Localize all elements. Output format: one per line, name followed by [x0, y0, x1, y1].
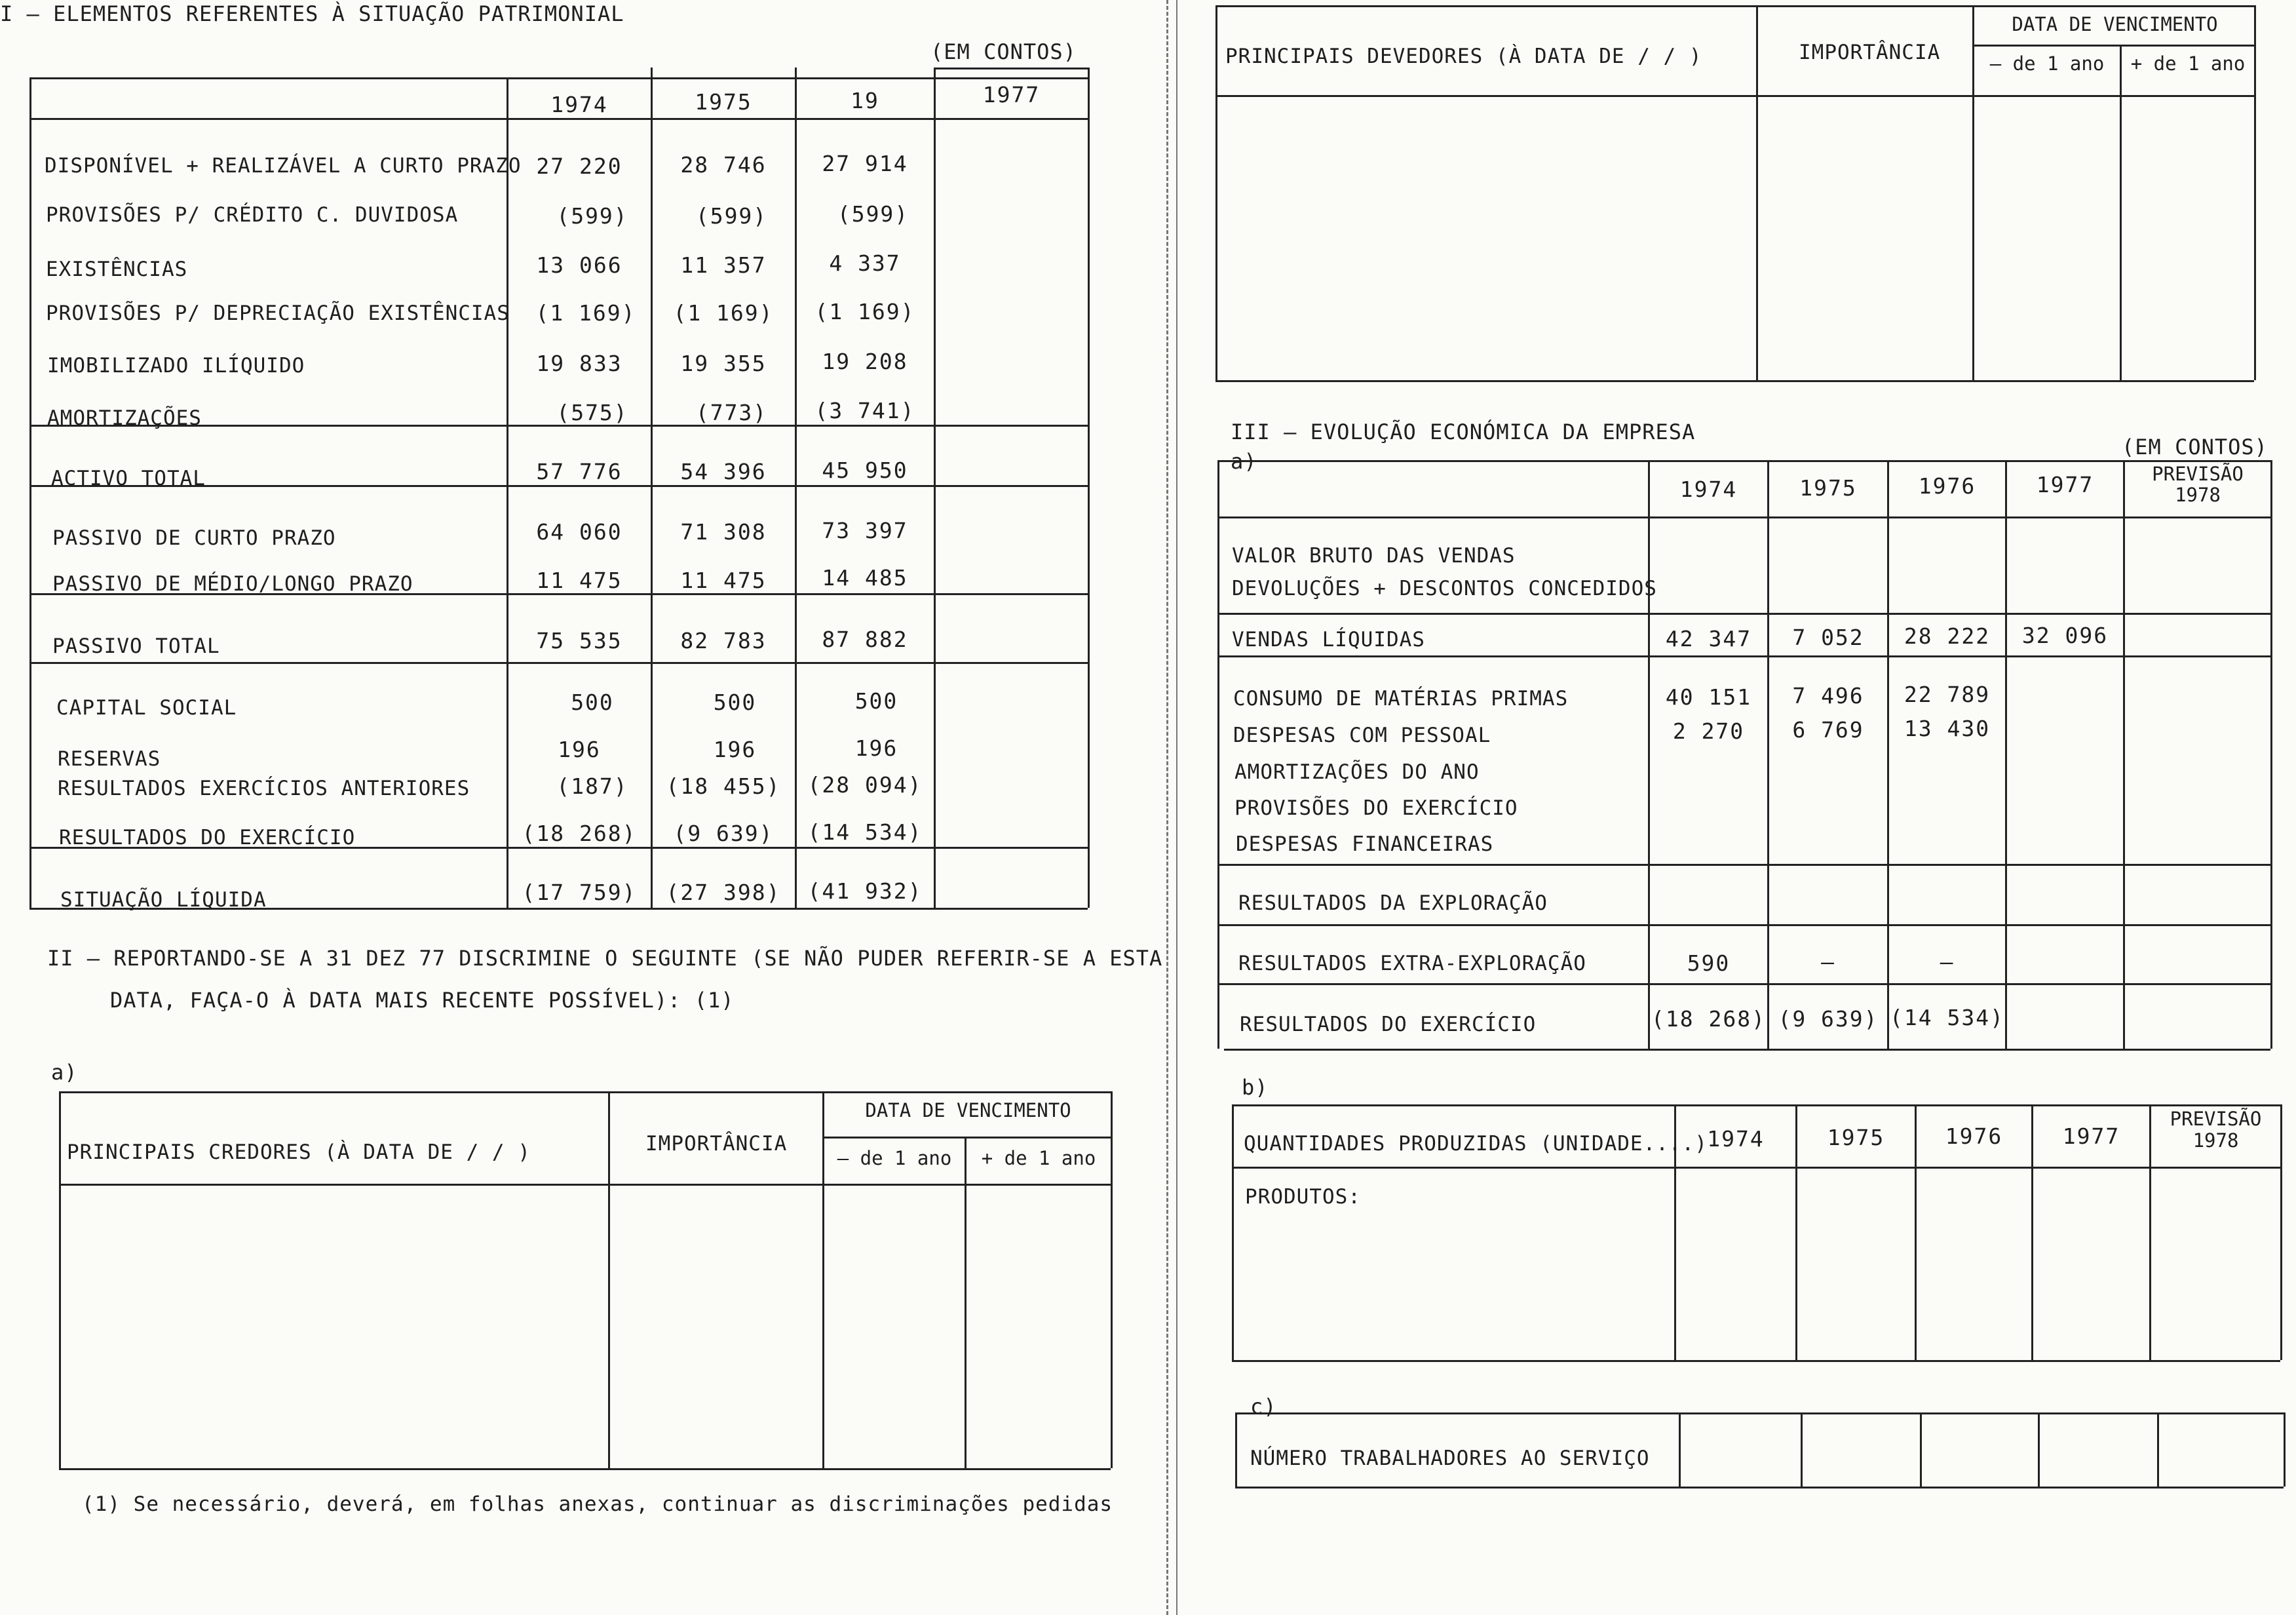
workers-label: NÚMERO TRABALHADORES AO SERVIÇO: [1250, 1447, 1650, 1470]
cell-value: 45 950: [822, 457, 908, 483]
page-fold-line: [1176, 0, 1177, 1615]
row-label: PROVISÕES DO EXERCÍCIO: [1234, 796, 1518, 820]
cell-value: (18 268): [1651, 1006, 1766, 1032]
cell-value: 71 308: [680, 519, 767, 545]
row-label: VALOR BRUTO DAS VENDAS: [1232, 544, 1516, 568]
cell-value: 4 337: [829, 250, 901, 276]
row-label: RESERVAS: [58, 747, 161, 771]
year-header-1977: 1977: [982, 82, 1041, 107]
unit-label: (EM CONTOS): [930, 39, 1077, 64]
section2-line1: II – REPORTANDO-SE A 31 DEZ 77 DISCRIMINE O SEGUINTE (SE NÃO PUDER REFERIR-SE A ESTA: [47, 946, 1163, 971]
debtors-less-1-year: – de 1 ano: [1989, 52, 2105, 75]
row-label: PROVISÕES P/ DEPRECIAÇÃO EXISTÊNCIAS: [46, 302, 510, 325]
year-header-1977: 1977: [2036, 472, 2094, 497]
creditors-importancia: IMPORTÂNCIA: [645, 1132, 788, 1156]
row-label: IMOBILIZADO ILÍQUIDO: [47, 354, 305, 378]
cell-value: 13 430: [1904, 716, 1991, 741]
cell-value: 22 789: [1904, 682, 1991, 707]
cell-value: (18 455): [666, 773, 781, 799]
cell-value: (1 169): [814, 299, 915, 324]
row-label: SITUAÇÃO LÍQUIDA: [60, 888, 267, 912]
cell-value: 57 776: [536, 459, 622, 484]
cell-value: (3 741): [814, 398, 915, 423]
cell-value: 82 783: [680, 628, 767, 653]
subsection-a: a): [51, 1060, 78, 1085]
page-fold-line: [1166, 0, 1168, 1615]
cell-value: (599): [556, 203, 628, 229]
creditors-less-1-year: – de 1 ano: [837, 1147, 952, 1169]
cell-value: 75 535: [536, 628, 622, 653]
cell-value: (187): [556, 773, 628, 799]
section2-line2: DATA, FAÇA-O À DATA MAIS RECENTE POSSÍVEL): (1): [110, 988, 735, 1013]
cell-value: 42 347: [1665, 626, 1752, 652]
row-label: PASSIVO TOTAL: [52, 634, 220, 658]
previsao-year: 1978: [2192, 1129, 2239, 1152]
year-header-1974: 1974: [1679, 477, 1738, 502]
cell-value: 196: [713, 737, 757, 762]
cell-value: 11 357: [680, 252, 767, 278]
cell-value: (28 094): [807, 772, 923, 798]
cell-value: (773): [695, 400, 768, 425]
row-label: EXISTÊNCIAS: [46, 258, 188, 281]
subsection-b: b): [1242, 1075, 1269, 1100]
previsao-year: 1978: [2175, 484, 2221, 506]
unit-label-right: (EM CONTOS): [2122, 435, 2268, 459]
cell-value: (599): [837, 201, 909, 227]
footnote: (1) Se necessário, deverá, em folhas anexas, continuar as discriminações pedidas: [82, 1492, 1113, 1516]
cell-value: –: [1940, 949, 1955, 975]
cell-value: 590: [1687, 950, 1731, 976]
year-header-1976: 19: [851, 88, 879, 113]
cell-value: 7 496: [1792, 683, 1864, 709]
cell-value: 27 914: [822, 151, 908, 176]
debtors-vencimento: DATA DE VENCIMENTO: [2012, 13, 2218, 35]
row-label: PROVISÕES P/ CRÉDITO C. DUVIDOSA: [46, 203, 459, 227]
year-header-1975: 1975: [1799, 475, 1857, 501]
cell-value: (41 932): [807, 878, 923, 904]
row-label: AMORTIZAÇÕES: [47, 406, 202, 430]
cell-value: 14 485: [822, 565, 908, 591]
year-header-1974: 1974: [550, 92, 608, 117]
quantities-header: QUANTIDADES PRODUZIDAS (UNIDADE....): [1244, 1132, 1708, 1156]
row-label: AMORTIZAÇÕES DO ANO: [1234, 760, 1480, 784]
subsection-a-right: a): [1231, 449, 1257, 474]
debtors-importancia: IMPORTÂNCIA: [1799, 41, 1941, 64]
cell-value: (9 639): [673, 821, 774, 846]
cell-value: (27 398): [666, 880, 781, 905]
cell-value: (9 639): [1778, 1006, 1879, 1032]
cell-value: (1 169): [673, 300, 774, 326]
cell-value: 11 475: [536, 568, 622, 593]
row-label: CAPITAL SOCIAL: [56, 696, 237, 720]
year-header-1975: 1975: [1827, 1125, 1885, 1150]
cell-value: 28 746: [680, 152, 767, 178]
previsao-header: PREVISÃO: [2152, 463, 2244, 485]
row-label: RESULTADOS EXERCÍCIOS ANTERIORES: [58, 777, 470, 800]
year-header-1974: 1974: [1707, 1126, 1765, 1152]
cell-value: (575): [556, 400, 628, 425]
previsao-header: PREVISÃO: [2170, 1108, 2262, 1130]
year-header-1976: 1976: [1918, 473, 1976, 499]
section3-title: III – EVOLUÇÃO ECONÓMICA DA EMPRESA: [1231, 419, 1696, 444]
cell-value: 19 355: [680, 351, 767, 376]
cell-value: (17 759): [522, 880, 637, 905]
cell-value: 19 833: [536, 351, 622, 376]
creditors-title: PRINCIPAIS CREDORES (À DATA DE / / ): [67, 1140, 531, 1164]
cell-value: 32 096: [2021, 623, 2109, 648]
cell-value: 54 396: [680, 459, 767, 484]
cell-value: 40 151: [1665, 684, 1752, 710]
cell-value: 500: [854, 688, 898, 714]
creditors-vencimento: DATA DE VENCIMENTO: [865, 1099, 1071, 1121]
cell-value: 87 882: [822, 627, 908, 652]
cell-value: 2 270: [1672, 718, 1745, 744]
row-label: RESULTADOS EXTRA-EXPLORAÇÃO: [1238, 952, 1586, 975]
cell-value: 500: [713, 690, 757, 715]
cell-value: 27 220: [536, 153, 622, 179]
debtors-title: PRINCIPAIS DEVEDORES (À DATA DE / / ): [1225, 45, 1702, 68]
cell-value: 19 208: [822, 349, 908, 374]
cell-value: 73 397: [822, 518, 908, 543]
row-label: RESULTADOS DO EXERCÍCIO: [59, 826, 356, 849]
cell-value: 500: [571, 690, 614, 715]
year-header-1976: 1976: [1945, 1123, 2003, 1149]
cell-value: (18 268): [522, 821, 637, 846]
row-label: ACTIVO TOTAL: [51, 467, 206, 490]
products-label: PRODUTOS:: [1245, 1185, 1361, 1209]
row-label: DISPONÍVEL + REALIZÁVEL A CURTO PRAZO: [45, 154, 522, 178]
row-label: RESULTADOS DO EXERCÍCIO: [1240, 1013, 1537, 1036]
cell-value: 6 769: [1792, 717, 1864, 743]
cell-value: 11 475: [680, 568, 767, 593]
year-header-1977: 1977: [2062, 1123, 2120, 1149]
cell-value: 28 222: [1904, 623, 1991, 649]
row-label: DEVOLUÇÕES + DESCONTOS CONCEDIDOS: [1232, 577, 1657, 600]
subsection-c: c): [1250, 1394, 1277, 1419]
row-label: PASSIVO DE CURTO PRAZO: [52, 526, 336, 550]
row-label: PASSIVO DE MÉDIO/LONGO PRAZO: [52, 572, 413, 596]
cell-value: (14 534): [807, 819, 923, 845]
cell-value: (14 534): [1890, 1005, 2004, 1030]
row-label: RESULTADOS DA EXPLORAÇÃO: [1238, 891, 1548, 915]
creditors-more-1-year: + de 1 ano: [981, 1147, 1096, 1169]
cell-value: –: [1821, 949, 1835, 975]
cell-value: (599): [695, 203, 768, 229]
row-label: VENDAS LÍQUIDAS: [1232, 628, 1425, 652]
cell-value: 196: [558, 737, 601, 762]
cell-value: 13 066: [536, 252, 622, 278]
row-label: CONSUMO DE MATÉRIAS PRIMAS: [1233, 687, 1569, 710]
year-header-1975: 1975: [695, 89, 752, 115]
cell-value: (1 169): [535, 300, 636, 326]
row-label: DESPESAS COM PESSOAL: [1233, 724, 1491, 747]
cell-value: 196: [854, 735, 898, 761]
row-label: DESPESAS FINANCEIRAS: [1236, 832, 1494, 856]
section1-title: I – ELEMENTOS REFERENTES À SITUAÇÃO PATRIMONIAL: [0, 1, 624, 26]
cell-value: 7 052: [1792, 625, 1864, 650]
debtors-more-1-year: + de 1 ano: [2130, 52, 2246, 75]
cell-value: 64 060: [536, 519, 622, 545]
